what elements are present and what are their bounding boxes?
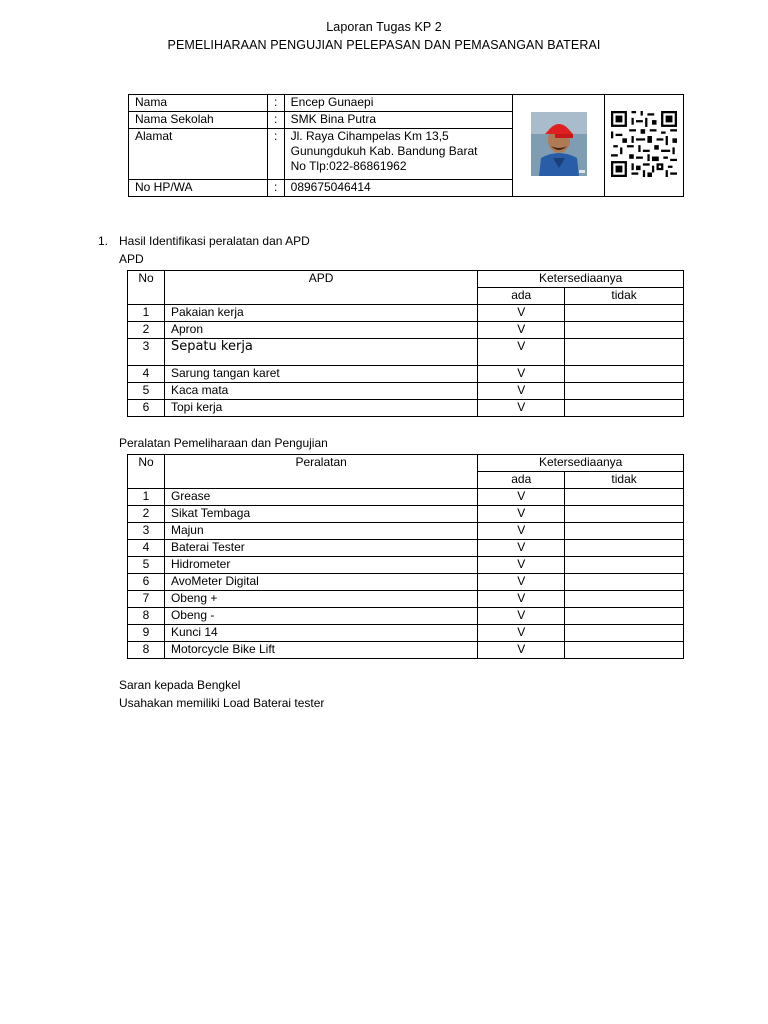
row-tidak	[565, 366, 684, 383]
row-tidak	[565, 383, 684, 400]
row-tidak	[565, 523, 684, 540]
table-row	[128, 339, 684, 366]
row-item: Obeng +	[164, 591, 477, 608]
phone-label: No HP/WA	[129, 180, 268, 197]
row-no: 4	[128, 366, 165, 383]
row-no: 8	[128, 608, 165, 625]
equipment-table	[127, 454, 684, 659]
row-tidak	[565, 591, 684, 608]
row-no: 9	[128, 625, 165, 642]
row-ada: V	[478, 489, 565, 506]
row-tidak	[565, 625, 684, 642]
equipment-heading: Peralatan Pemeliharaan dan Pengujian	[119, 436, 328, 450]
colon: :	[267, 180, 284, 197]
identity-row-name	[129, 95, 684, 112]
header-availability: Ketersediaanya	[478, 455, 684, 472]
row-item: Topi kerja	[164, 400, 477, 417]
row-item: Obeng -	[164, 608, 477, 625]
apd-header-row	[128, 271, 684, 288]
suggestion-heading: Saran kepada Bengkel	[119, 678, 241, 692]
row-ada: V	[478, 642, 565, 659]
table-row	[128, 322, 684, 339]
row-tidak	[565, 339, 684, 366]
table-row	[128, 400, 684, 417]
table-row	[128, 523, 684, 540]
row-item: Kunci 14	[164, 625, 477, 642]
header-ada: ada	[478, 288, 565, 305]
row-no: 2	[128, 506, 165, 523]
row-tidak	[565, 574, 684, 591]
document-subtitle: PEMELIHARAAN PENGUJIAN PELEPASAN DAN PEMASANGAN BATERAI	[167, 38, 601, 52]
section-title: Hasil Identifikasi peralatan dan APD	[119, 234, 310, 248]
qr-code-icon	[611, 111, 677, 177]
row-tidak	[565, 322, 684, 339]
header-no: No	[128, 271, 165, 305]
row-item: Sepatu kerja	[164, 339, 477, 366]
row-ada: V	[478, 591, 565, 608]
row-ada: V	[478, 557, 565, 574]
student-photo	[531, 112, 587, 176]
row-no: 8	[128, 642, 165, 659]
header-no: No	[128, 455, 165, 489]
apd-table	[127, 270, 684, 417]
table-row	[128, 489, 684, 506]
row-ada: V	[478, 339, 565, 366]
header-peralatan: Peralatan	[164, 455, 477, 489]
qr-cell	[605, 95, 684, 197]
row-item: AvoMeter Digital	[164, 574, 477, 591]
table-row	[128, 383, 684, 400]
row-item: Hidrometer	[164, 557, 477, 574]
row-tidak	[565, 400, 684, 417]
table-row	[128, 305, 684, 322]
phone-value: 089675046414	[284, 180, 513, 197]
row-item: Majun	[164, 523, 477, 540]
header-ada: ada	[478, 472, 565, 489]
row-no: 7	[128, 591, 165, 608]
row-tidak	[565, 305, 684, 322]
apd-heading: APD	[119, 252, 144, 266]
row-ada: V	[478, 574, 565, 591]
row-no: 5	[128, 557, 165, 574]
row-ada: V	[478, 540, 565, 557]
identity-table	[128, 94, 684, 197]
colon: :	[267, 95, 284, 112]
school-value: SMK Bina Putra	[284, 112, 513, 129]
table-row	[128, 608, 684, 625]
row-no: 5	[128, 383, 165, 400]
address-line-3: No Tlp:022-86861962	[290, 159, 407, 173]
address-line-2: Gunungdukuh Kab. Bandung Barat	[290, 144, 478, 158]
row-no: 3	[128, 339, 165, 366]
row-ada: V	[478, 523, 565, 540]
row-tidak	[565, 506, 684, 523]
row-no: 2	[128, 322, 165, 339]
header-availability: Ketersediaanya	[478, 271, 684, 288]
name-label: Nama	[129, 95, 268, 112]
table-row	[128, 574, 684, 591]
row-no: 1	[128, 305, 165, 322]
suggestion-text: Usahakan memiliki Load Baterai tester	[119, 696, 325, 710]
row-item: Sarung tangan karet	[164, 366, 477, 383]
row-ada: V	[478, 400, 565, 417]
row-no: 3	[128, 523, 165, 540]
row-ada: V	[478, 305, 565, 322]
equipment-header-row	[128, 455, 684, 472]
row-tidak	[565, 557, 684, 574]
row-item: Apron	[164, 322, 477, 339]
table-row	[128, 625, 684, 642]
document-title: Laporan Tugas KP 2	[326, 20, 442, 34]
row-tidak	[565, 608, 684, 625]
section-number: 1.	[98, 234, 109, 248]
row-no: 6	[128, 400, 165, 417]
row-tidak	[565, 540, 684, 557]
table-row	[128, 366, 684, 383]
row-tidak	[565, 642, 684, 659]
school-label: Nama Sekolah	[129, 112, 268, 129]
row-ada: V	[478, 366, 565, 383]
table-row	[128, 591, 684, 608]
row-no: 1	[128, 489, 165, 506]
row-ada: V	[478, 322, 565, 339]
photo-cell	[513, 95, 605, 197]
row-no: 4	[128, 540, 165, 557]
table-row	[128, 557, 684, 574]
row-no: 6	[128, 574, 165, 591]
row-item: Kaca mata	[164, 383, 477, 400]
address-value	[284, 129, 513, 180]
address-line-1: Jl. Raya Cihampelas Km 13,5	[290, 129, 449, 143]
row-ada: V	[478, 506, 565, 523]
header-tidak: tidak	[565, 288, 684, 305]
row-item: Pakaian kerja	[164, 305, 477, 322]
row-item: Sikat Tembaga	[164, 506, 477, 523]
row-tidak	[565, 489, 684, 506]
row-item: Baterai Tester	[164, 540, 477, 557]
table-row	[128, 642, 684, 659]
row-ada: V	[478, 625, 565, 642]
table-row	[128, 540, 684, 557]
table-row	[128, 506, 684, 523]
row-item: Motorcycle Bike Lift	[164, 642, 477, 659]
address-label: Alamat	[129, 129, 268, 180]
name-value: Encep Gunaepi	[284, 95, 513, 112]
row-item: Grease	[164, 489, 477, 506]
colon: :	[267, 112, 284, 129]
row-ada: V	[478, 608, 565, 625]
header-apd: APD	[164, 271, 477, 305]
colon: :	[267, 129, 284, 180]
header-tidak: tidak	[565, 472, 684, 489]
row-ada: V	[478, 383, 565, 400]
